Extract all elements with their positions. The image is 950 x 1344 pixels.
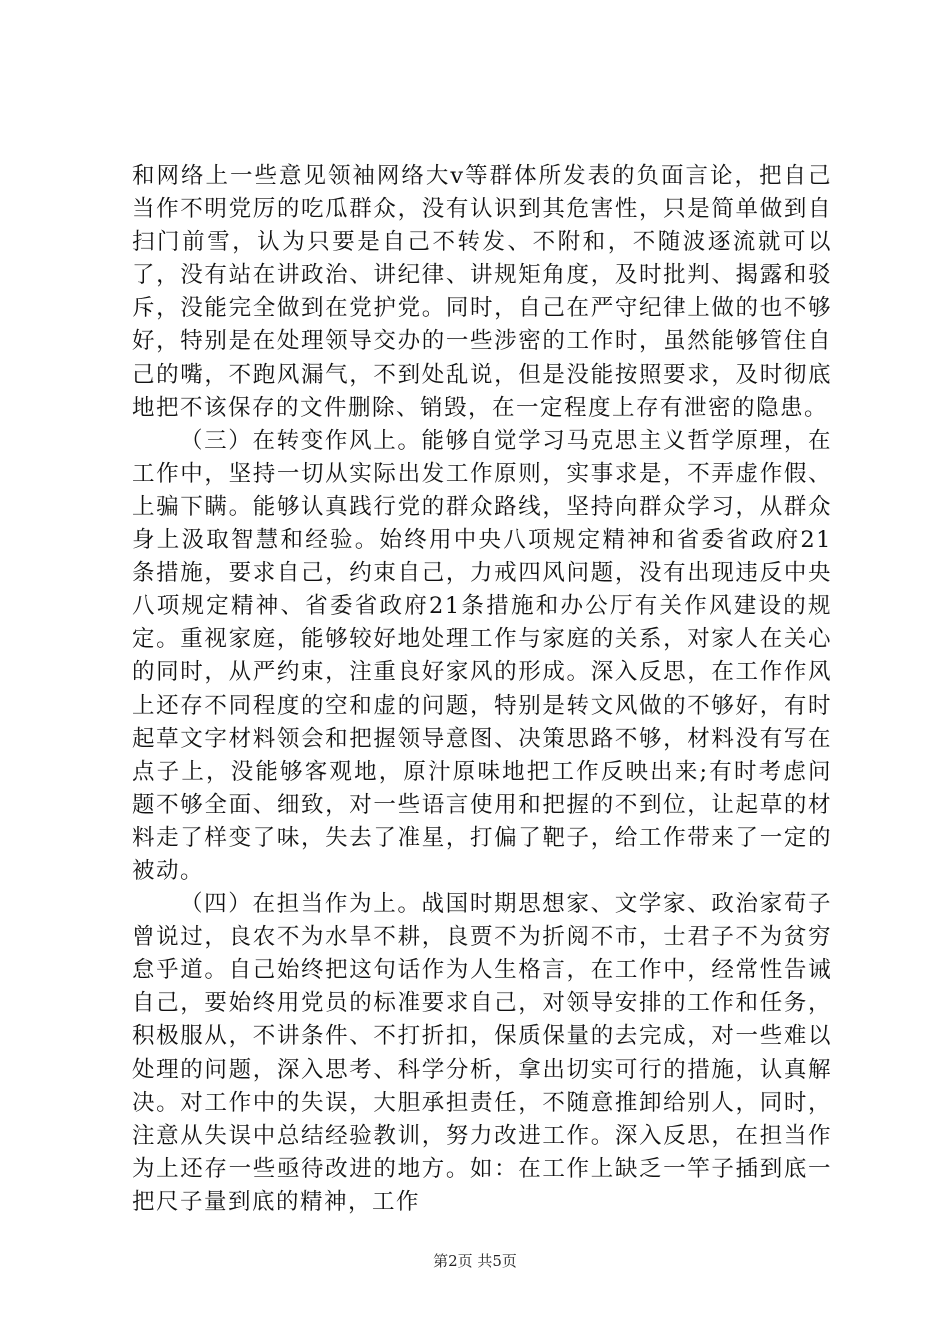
page-number-footer: 第2页 共5页 (433, 1252, 517, 1270)
paragraph-continuation: 和网络上一些意见领袖网络大v等群体所发表的负面言论，把自己当作不明党厉的吃瓜群众，没有认识到其危害性，只是简单做到自扫门前雪，认为只要是自己不转发、不附和，不随波逐流就可以了，没有站在讲政治、讲纪律、讲规矩角度，及时批判、揭露和驳斥，没能完全做到在党护党。同时，自己在严守纪律上做的也不够好，特别是在处理领导交办的一些涉密的工作时，虽然能够管住自己的嘴，不跑风漏气，不到处乱说，但是没能按照要求，及时彻底地把不该保存的文件删除、销毁，在一定程度上存有泄密的隐患。 (132, 163, 832, 421)
document-body (132, 160, 832, 1219)
paragraph-section-four: （四）在担当作为上。战国时期思想家、文学家、政治家荀子曾说过，良农不为水旱不耕，良贾不为折阅不市，士君子不为贫穷怠乎道。自己始终把这句话作为人生格言，在工作中，经常性告诫自己，要始终用党员的标准要求自己，对领导安排的工作和任务，积极服从，不讲条件、不打折扣，保质保量的去完成，对一些难以处理的问题，深入思考、科学分析，拿出切实可行的措施，认真解决。对工作中的失误，大胆承担责任，不随意推卸给别人，同时，注意从失误中总结经验教训，努力改进工作。深入反思，在担当作为上还存一些亟待改进的地方。如：在工作上缺乏一竿子插到底一把尺子量到底的精神，工作 (132, 891, 832, 1215)
paragraph-section-three: （三）在转变作风上。能够自觉学习马克思主义哲学原理，在工作中，坚持一切从实际出发工作原则，实事求是，不弄虚作假、上骗下瞒。能够认真践行党的群众路线，坚持向群众学习，从群众身上汲取智慧和经验。始终用中央八项规定精神和省委省政府21条措施，要求自己，约束自己，力戒四风问题，没有出现违反中央八项规定精神、省委省政府21条措施和办公厅有关作风建设的规定。重视家庭，能够较好地处理工作与家庭的关系，对家人在关心的同时，从严约束，注重良好家风的形成。深入反思，在工作作风上还存不同程度的空和虚的问题，特别是转文风做的不够好，有时起草文字材料领会和把握领导意图、决策思路不够，材料没有写在点子上，没能够客观地，原汁原味地把工作反映出来;有时考虑问题不够全面、细致，对一些语言使用和把握的不到位，让起草的材料走了样变了味，失去了准星，打偏了靶子，给工作带来了一定的被动。 (132, 427, 832, 884)
